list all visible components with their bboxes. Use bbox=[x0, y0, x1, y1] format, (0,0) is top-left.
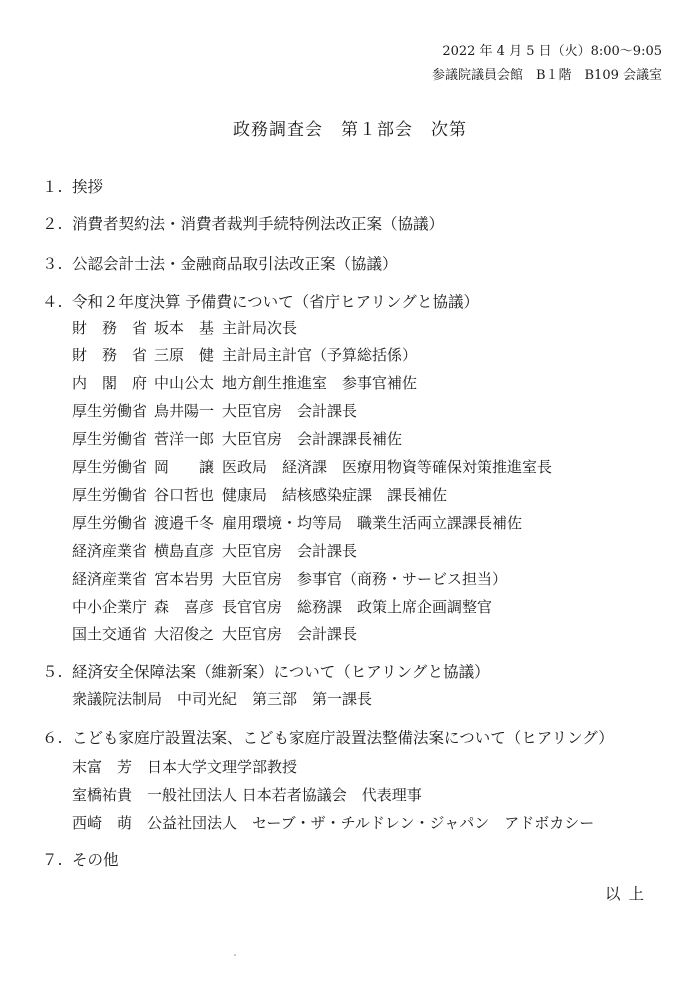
attendee-name: 横島直彦 bbox=[154, 542, 215, 560]
attendee-title: 大臣官房 会計課長 bbox=[222, 402, 358, 420]
attendee-row bbox=[72, 484, 447, 505]
attendee-name: 宮本岩男 bbox=[154, 570, 215, 588]
agenda-number: １. bbox=[42, 178, 63, 196]
attendee-title: 地方創生推進室 参事官補佐 bbox=[222, 374, 418, 392]
attendee-name: 三原 健 bbox=[154, 346, 215, 364]
agenda-text: 経済安全保障法案（維新案）について（ヒアリングと協議） bbox=[72, 663, 490, 681]
meeting-header bbox=[432, 40, 662, 88]
attendee-row bbox=[72, 400, 357, 421]
attendee-org: 厚生労働省 bbox=[72, 486, 148, 504]
attendee-name: 森 喜彦 bbox=[154, 598, 215, 616]
agenda-item-6 bbox=[42, 726, 614, 748]
attendee-org: 財 務 省 bbox=[72, 319, 148, 337]
attendee-row bbox=[72, 568, 507, 589]
agenda-text: 令和２年度決算 予備費について（省庁ヒアリングと協議） bbox=[72, 293, 479, 311]
attendee-row: 末富 芳 日本大学文理学部教授 bbox=[72, 758, 298, 776]
agenda-number: ６. bbox=[42, 729, 63, 747]
attendee-title: 雇用環境・均等局 職業生活両立課課長補佐 bbox=[222, 514, 523, 532]
attendee-title: 大臣官房 会計課課長補佐 bbox=[222, 430, 403, 448]
agenda-item-4 bbox=[42, 290, 479, 312]
agenda-item-5 bbox=[42, 660, 490, 682]
attendee-row bbox=[72, 540, 357, 561]
agenda-text: 消費者契約法・消費者裁判手続特例法改正案（協議） bbox=[72, 215, 445, 233]
attendee-row bbox=[72, 372, 417, 393]
attendee-org: 厚生労働省 bbox=[72, 514, 148, 532]
attendee-row bbox=[72, 512, 522, 533]
attendee-row bbox=[72, 596, 492, 617]
agenda-number: ２. bbox=[42, 215, 63, 233]
attendee-title: 長官官房 総務課 政策上席企画調整官 bbox=[222, 598, 493, 616]
attendee-title: 大臣官房 参事官（商務・サービス担当） bbox=[222, 570, 508, 588]
attendee-org: 国土交通省 bbox=[72, 625, 148, 643]
agenda-number: ７. bbox=[42, 851, 63, 869]
attendee-row bbox=[72, 456, 552, 477]
attendee-name: 坂本 基 bbox=[154, 319, 215, 337]
attendee-org: 経済産業省 bbox=[72, 570, 148, 588]
closing-mark: 以上 bbox=[604, 885, 652, 903]
agenda-item-7 bbox=[42, 848, 119, 870]
attendee-row: 室橋祐貴 一般社団法人 日本若者協議会 代表理事 bbox=[72, 786, 422, 804]
attendee-name: 鳥井陽一 bbox=[154, 402, 215, 420]
attendee-name: 渡邉千冬 bbox=[154, 514, 215, 532]
scan-speck bbox=[234, 954, 236, 956]
attendee-title: 主計局次長 bbox=[222, 319, 298, 337]
attendee-title: 大臣官房 会計課長 bbox=[222, 542, 358, 560]
agenda-number: ４. bbox=[42, 293, 63, 311]
attendee-name: 大沼俊之 bbox=[154, 625, 215, 643]
attendee-title: 健康局 結核感染症課 課長補佐 bbox=[222, 486, 448, 504]
agenda-text: 公認会計士法・金融商品取引法改正案（協議） bbox=[72, 255, 398, 273]
agenda-item-3 bbox=[42, 252, 398, 274]
attendee-name: 中山公太 bbox=[154, 374, 215, 392]
attendee-name: 岡 譲 bbox=[154, 458, 215, 476]
attendee-org: 経済産業省 bbox=[72, 542, 148, 560]
attendee-row bbox=[72, 317, 297, 338]
agenda-number: ５. bbox=[42, 663, 63, 681]
attendee-title: 主計局主計官（予算総括係） bbox=[222, 346, 418, 364]
attendee-name: 菅洋一郎 bbox=[154, 430, 215, 448]
page-title: 政務調査会 第１部会 次第 bbox=[233, 120, 467, 140]
meeting-location: 参議院議員会館 B１階 B109 会議室 bbox=[431, 68, 662, 83]
attendee-row bbox=[72, 623, 357, 644]
attendee-row bbox=[72, 344, 417, 365]
attendee-org: 中小企業庁 bbox=[72, 598, 148, 616]
attendee-title: 大臣官房 会計課長 bbox=[222, 625, 358, 643]
agenda-text: その他 bbox=[72, 851, 119, 869]
agenda-text: 挨拶 bbox=[72, 178, 104, 196]
meeting-datetime: 2022 年 4 月 5 日（火）8:00〜9:05 bbox=[442, 44, 662, 59]
attendee-row: 西崎 萌 公益社団法人 セーブ・ザ・チルドレン・ジャパン アドボカシー bbox=[72, 814, 595, 832]
attendee-row: 衆議院法制局 中司光紀 第三部 第一課長 bbox=[72, 690, 373, 708]
agenda-item-2 bbox=[42, 212, 444, 234]
attendee-org: 厚生労働省 bbox=[72, 458, 148, 476]
attendee-title: 医政局 経済課 医療用物資等確保対策推進室長 bbox=[222, 458, 553, 476]
attendee-name: 谷口哲也 bbox=[154, 486, 215, 504]
attendee-org: 厚生労働省 bbox=[72, 430, 148, 448]
agenda-item-1 bbox=[42, 175, 103, 197]
attendee-org: 財 務 省 bbox=[72, 346, 148, 364]
agenda-number: ３. bbox=[42, 255, 63, 273]
agenda-text: こども家庭庁設置法案、こども家庭庁設置法整備法案について（ヒアリング） bbox=[72, 729, 614, 747]
attendee-row bbox=[72, 428, 402, 449]
attendee-org: 厚生労働省 bbox=[72, 402, 148, 420]
attendee-org: 内 閣 府 bbox=[72, 374, 148, 392]
